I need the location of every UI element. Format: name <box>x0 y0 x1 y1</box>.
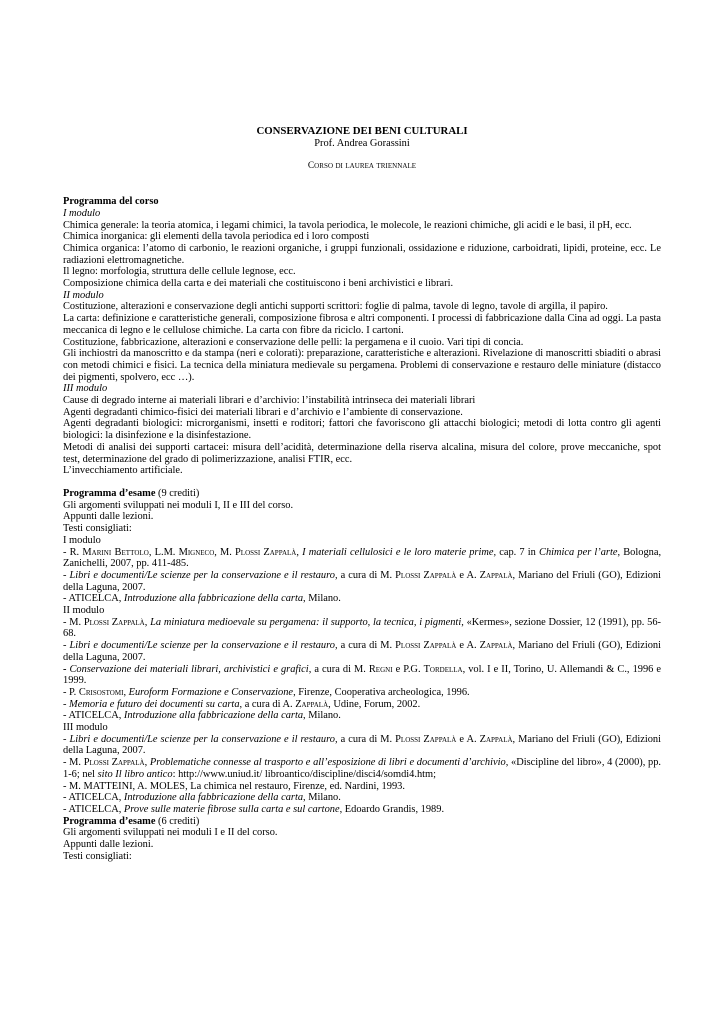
module-1-label: I modulo <box>63 207 101 219</box>
exam-intro-line: Testi consigliati: <box>63 523 132 535</box>
exam-intro-line: Gli argomenti sviluppati nei moduli I, II e III del corso. <box>63 499 294 511</box>
document-page <box>63 126 661 862</box>
module-3-line: Agenti degradanti biologici: microrganismi, insetti e roditori; fattori che favoriscono gli attacchi biologici; metodi di lotta contro gli agenti biologici: la disinfezione e la disinfestazione. <box>63 418 661 442</box>
document-title: CONSERVAZIONE DEI BENI CULTURALI <box>256 125 468 137</box>
module-3-line: L’invecchiamento artificiale. <box>63 465 183 477</box>
module-3-label: III modulo <box>63 383 108 395</box>
module-1-line: Composizione chimica della carta e dei materiali che costituiscono i beni archivistici e librari. <box>63 278 454 290</box>
reference-item: - M. Plossi Zappalà, Problematiche connesse al trasporto e all’esposizione di libri e documenti d’archivio, «Discipline del libro», 4 (2000), pp. 1-6; nel sito Il libro antico: http://www.uniud.it/ libroantico/discipline/disci4/somdi4.htm; <box>63 757 662 780</box>
reference-item: - Conservazione dei materiali librari, archivistici e grafici, a cura di M. Regni e P.G. Tordella, vol. I e II, Torino, U. Allemandi & C., 1996 e 1999. <box>63 663 661 687</box>
reference-item: - P. Crisostomi, Euroform Formazione e Conservazione, Firenze, Cooperativa archeologica, 1996. <box>63 686 470 698</box>
professor-name: Prof. Andrea Gorassini <box>314 137 410 149</box>
reference-item: - Libri e documenti/Le scienze per la conservazione e il restauro, a cura di M. Plossi Zappalà e A. Zappalà, Mariano del Friuli (GO), Edizioni della Laguna, 2007. <box>63 733 662 757</box>
module-2-line: Costituzione, alterazioni e conservazione degli antichi supporti scrittori: foglie di palma, tavole di legno, tavole di argilla, il papiro. <box>63 301 608 313</box>
module-1-line: Chimica inorganica: gli elementi della tavola periodica ed i loro composti <box>63 231 370 243</box>
module-1-line: Chimica organica: l’atomo di carbonio, le reazioni organiche, i gruppi funzionali, ossidazione e riduzione, carboidrati, lipidi, proteine, ecc. Le radiazioni elettromagnetiche. <box>63 242 661 266</box>
module-1-line: Il legno: morfologia, struttura delle cellule legnose, ecc. <box>63 266 296 278</box>
exam-intro-line: Gli argomenti sviluppati nei moduli I e II del corso. <box>63 827 278 839</box>
exam-program-9-heading: Programma d’esame (9 crediti) <box>63 487 200 499</box>
module-3-line: Cause di degrado interne ai materiali librari e d’archivio: l’instabilità intrinseca dei materiali librari <box>63 395 476 407</box>
module-3-line: Agenti degradanti chimico-fisici dei materiali librari e d’archivio e l’ambiente di conservazione. <box>63 406 463 418</box>
module-1-line: Chimica generale: la teoria atomica, i legami chimici, la tavola periodica, le molecole, le reazioni chimiche, gli acidi e le basi, il pH, ecc. <box>63 219 632 231</box>
reference-item: - M. Plossi Zappalà, La miniatura medioevale su pergamena: il supporto, la tecnica, i pigmenti, «Kermes», sezione Dossier, 12 (1991), pp. 56-68. <box>63 616 662 640</box>
module-2-line: Gli inchiostri da manoscritto e da stampa (neri e colorati): preparazione, caratteristiche e alterazioni. Rivelazione di manoscritti sbiaditi o abrasi con metodi chimici e fisici. La tecnica della miniatura medievale su pergamena. Problemi di conservazione e restauro delle miniature (distacco dei pigmenti, spolvero, ecc …). <box>63 348 661 383</box>
reference-item: - R. Marini Bettolo, L.M. Migneco, M. Plossi Zappalà, I materiali cellulosici e le loro materie prime, cap. 7 in Chimica per l’arte, Bologna, Zanichelli, 2007, pp. 411-485. <box>63 546 662 570</box>
module-2-line: Costituzione, fabbricazione, alterazioni e conservazione delle pelli: la pergamena e il cuoio. Vari tipi di concia. <box>63 336 524 348</box>
course-program-heading: Programma del corso <box>63 196 159 208</box>
exam-module-1-label: I modulo <box>63 534 101 546</box>
module-2-label: II modulo <box>63 289 104 301</box>
exam-module-3-label: III modulo <box>63 722 108 734</box>
reference-item: - ATICELCA, Introduzione alla fabbricazione della carta, Milano. <box>63 593 341 605</box>
exam-program-6-heading: Programma d’esame (6 crediti) <box>63 815 200 827</box>
reference-item: - ATICELCA, Prove sulle materie fibrose sulla carta e sul cartone, Edoardo Grandis, 1989. <box>63 803 445 815</box>
reference-item: - Libri e documenti/Le scienze per la conservazione e il restauro, a cura di M. Plossi Zappalà e A. Zappalà, Mariano del Friuli (GO), Edizioni della Laguna, 2007. <box>63 569 662 593</box>
reference-item: - Memoria e futuro dei documenti su carta, a cura di A. Zappalà, Udine, Forum, 2002. <box>63 698 421 710</box>
module-3-line: Metodi di analisi dei supporti cartacei: misura dell’acidità, determinazione della riserva alcalina, misura del colore, prove meccaniche, spot test, determinazione del grado di polimerizzazione, analisi FTIR, ecc. <box>63 441 661 465</box>
module-2-line: La carta: definizione e caratteristiche generali, composizione fibrosa e altri componenti. I processi di fabbricazione dalla Cina ad oggi. La pasta meccanica di legno e le cellulose chimiche. La carta con fibre da riciclo. I cartoni. <box>63 313 661 336</box>
exam-intro-line: Appunti dalle lezioni. <box>63 839 154 851</box>
exam-intro-line: Appunti dalle lezioni. <box>63 511 154 523</box>
exam-module-2-label: II modulo <box>63 605 105 617</box>
course-type: Corso di laurea triennale <box>307 161 417 172</box>
reference-item: - M. MATTEINI, A. MOLES, La chimica nel restauro, Firenze, ed. Nardini, 1993. <box>63 780 405 792</box>
exam-intro-line: Testi consigliati: <box>63 850 132 862</box>
reference-item: - ATICELCA, Introduzione alla fabbricazione della carta, Milano. <box>63 710 341 722</box>
reference-item: - ATICELCA, Introduzione alla fabbricazione della carta, Milano. <box>63 792 341 804</box>
reference-item: - Libri e documenti/Le scienze per la conservazione e il restauro, a cura di M. Plossi Zappalà e A. Zappalà, Mariano del Friuli (GO), Edizioni della Laguna, 2007. <box>63 640 662 663</box>
